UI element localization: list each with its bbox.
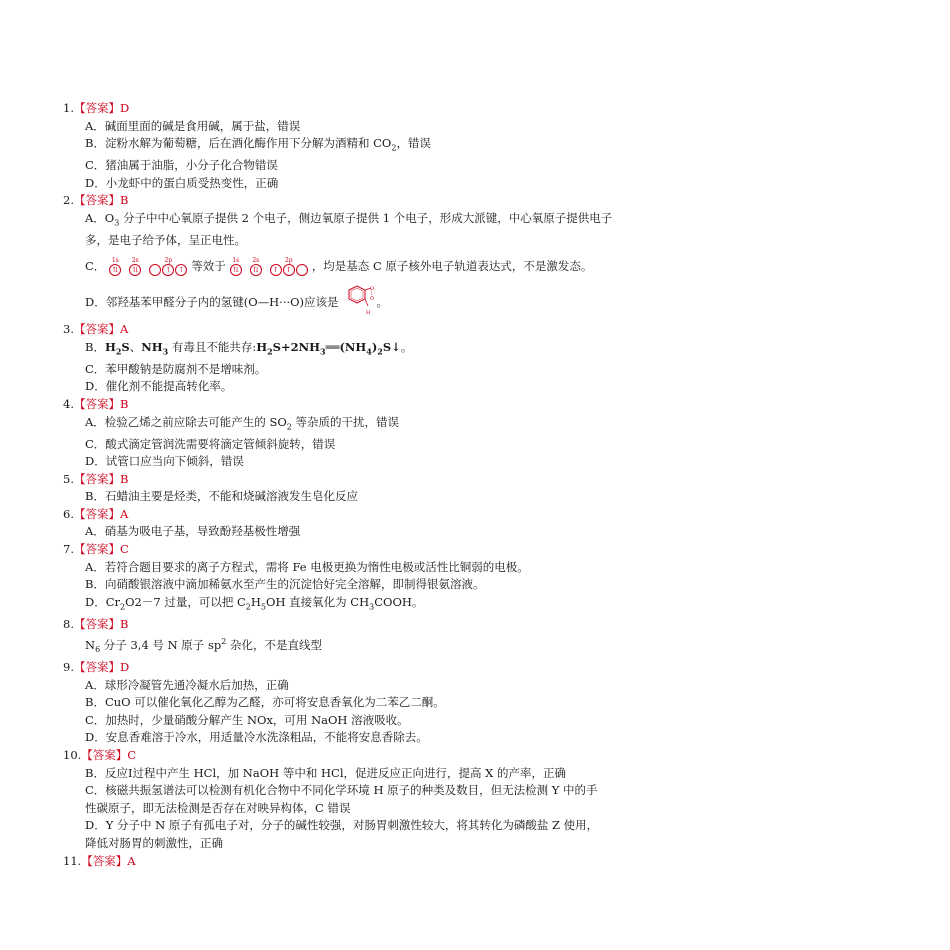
question-2-header: 2.【答案】B — [63, 193, 129, 208]
q9-option-c: C．加热时，少量硝酸分解产生 NOx，可用 NaOH 溶液吸收。 — [85, 712, 409, 727]
q3-option-d: D．催化剂不能提高转化率。 — [85, 379, 233, 394]
q2-option-c: C． 1s ⇅ 2s ⇅ 2p ↑ ↑ 等效于 1s ⇅ 2s ⇅ 2p ↑ ↑ ，均是基态 C 原子核外电子轨道表达式，不是激发态。 — [85, 256, 593, 274]
svg-text:O: O — [369, 296, 374, 303]
question-10-header: 10.【答案】C — [63, 748, 137, 763]
q1-option-c: C．猪油属于油脂，小分子化合物错误 — [85, 158, 278, 173]
q9-option-a: A．球形冷凝管先通冷凝水后加热，正确 — [85, 677, 289, 692]
q9-option-d: D．安息香难溶于冷水，用适量冷水洗涤粗品，不能将安息香除去。 — [85, 730, 428, 745]
orbital-2s: 2s ⇅ — [129, 257, 141, 276]
q5-option-b: B．石蜡油主要是烃类，不能和烧碱溶液发生皂化反应 — [85, 489, 358, 504]
question-7-header: 7.【答案】C — [63, 542, 129, 557]
orbital-2p-alt: 2p ↑ ↑ — [270, 257, 308, 276]
svg-text:O: O — [369, 286, 374, 293]
q2-option-a: A．$O_3$ 分子中中心氧原子提供 2 个电子，侧边氧原子提供 1 个电子，形成大派键，中心氧原子提供电子多，是电子给予体，呈正电性。 — [85, 210, 613, 247]
q1-option-a: A．碱面里面的碱是食用碱，属于盐，错误 — [85, 118, 301, 133]
question-3-header: 3.【答案】A — [63, 322, 129, 337]
q1-option-b: B．淀粉水解为葡萄糖，后在酒化酶作用下分解为酒精和 $CO_2$，错误 — [85, 136, 431, 153]
orbital-2s-alt: 2s ⇅ — [250, 257, 262, 276]
q9-option-b: B．CuO 可以催化氧化乙醇为乙醛，亦可将安息香氧化为二苯乙二酮。 — [85, 695, 445, 710]
q7-option-b: B．向硝酸银溶液中滴加稀氨水至产生的沉淀恰好完全溶解，即制得银氨溶液。 — [85, 577, 485, 592]
q1-option-d: D．小龙虾中的蛋白质受热变性，正确 — [85, 175, 279, 190]
answer-document — [63, 100, 623, 870]
question-6-header: 6.【答案】A — [63, 506, 129, 521]
q4-option-a: A．检验乙烯之前应除去可能产生的 $SO_2$ 等杂质的干扰，错误 — [85, 414, 400, 431]
orbital-2p: 2p ↑ ↑ — [149, 257, 187, 276]
salicylaldehyde-structure-image — [341, 284, 377, 320]
q7-option-d: D．$Cr_2O2-7$ 过量，可以把 $C_2H_5OH$ 直接氧化为 $CH_3COOH$。 — [85, 594, 424, 612]
question-8-header: 8.【答案】B — [63, 616, 129, 631]
q6-option-a: A．硝基为吸电子基，导致酚羟基极性增强 — [85, 524, 301, 539]
q4-option-d: D．试管口应当向下倾斜，错误 — [85, 454, 244, 469]
question-11-header: 11.【答案】A — [63, 853, 136, 868]
equals-sign: ══ — [325, 339, 340, 354]
question-5-header: 5.【答案】B — [63, 471, 129, 486]
svg-text:H: H — [365, 310, 370, 317]
q10-option-c-line2: 性碳原子，即无法检测是否存在对映异构体，C 错误 — [85, 800, 351, 815]
q10-option-d-line2: 降低对肠胃的刺激性，正确 — [85, 835, 223, 850]
question-1-header: 1.【答案】D — [63, 101, 130, 115]
q2-option-d: D．邻羟基苯甲醛分子内的氢键(O—H···O)应该是 O O H 。 — [63, 283, 623, 321]
q3-option-c: C．苯甲酸钠是防腐剂不是增味剂。 — [85, 361, 267, 376]
q7-option-a: A．若符合题目要求的离子方程式，需将 Fe 电极更换为惰性电极或活性比铜弱的电极。 — [85, 559, 529, 574]
q8-explanation: $N_6$ 分子 3,4 号 N 原子 $sp^2$ 杂化，不是直线型 — [85, 637, 322, 655]
question-4-header: 4.【答案】B — [63, 397, 129, 412]
orbital-1s: 1s ⇅ — [109, 257, 121, 276]
q10-option-d-line1: D．Y 分子中 N 原子有孤电子对，分子的碱性较强，对肠胃刺激性较大，将其转化为磷酸盐 Z 使用， — [85, 818, 599, 833]
orbital-1s-alt: 1s ⇅ — [230, 257, 242, 276]
q4-option-c: C．酸式滴定管润洗需要将滴定管倾斜旋转，错误 — [85, 436, 336, 451]
question-9-header: 9.【答案】D — [63, 660, 130, 675]
q3-option-b: B．$H_2S$、$NH_3$ 有毒且不能共存$:H_2S+2NH_3══(NH_4)_2S↓$。 — [85, 339, 413, 357]
q10-option-c-line1: C．核磁共振氢谱法可以检测有机化合物中不同化学环境 H 原子的种类及数目，但无法检测 Y 中的手 — [85, 783, 598, 798]
q10-option-b: B．反应Ⅰ过程中产生 HCl，加 NaOH 等中和 HCl，促进反应正向进行，提高 X 的产率，正确 — [85, 765, 566, 780]
